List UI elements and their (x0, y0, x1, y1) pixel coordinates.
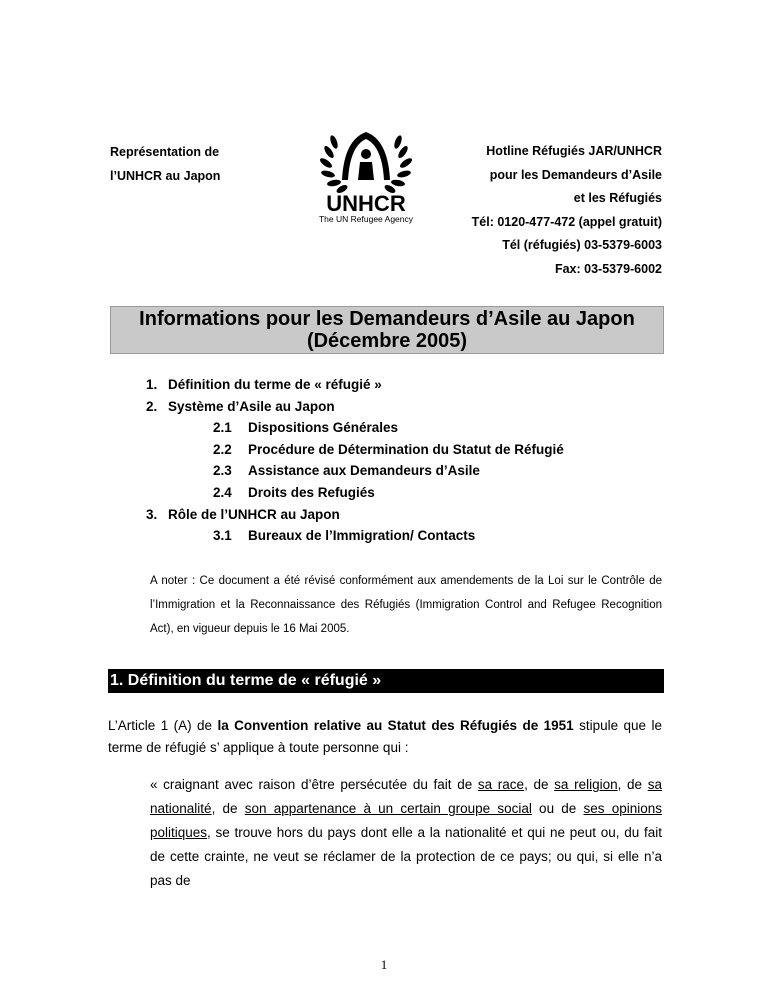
quote-underline: sa race (477, 777, 525, 792)
fax-number: Fax: 03-5379-6002 (554, 261, 662, 276)
quote-underline: sa religion (554, 777, 618, 792)
logo-wordmark: UNHCR (326, 191, 406, 216)
toc-number: 2. (146, 398, 158, 414)
toc-subitem (146, 417, 564, 439)
toc-number: 2.2 (213, 441, 232, 457)
toc-item (146, 504, 564, 526)
hotline-line-1: Hotline Réfugiés JAR/UNHCR (486, 144, 662, 158)
hotline-line-2: pour les Demandeurs d’Asile (489, 167, 662, 182)
toc-number: 2.4 (213, 484, 232, 500)
toc-label: Définition du terme de « réfugié » (168, 377, 382, 392)
toc-label: Rôle de l’UNHCR au Japon (168, 506, 340, 522)
document-title (110, 306, 664, 354)
table-of-contents (146, 374, 564, 547)
para-text: L’Article 1 (A) de (108, 718, 218, 733)
refugee-phone: Tél (réfugiés) 03-5379-6003 (502, 238, 662, 252)
toc-label: Dispositions Générales (248, 420, 399, 436)
revision-note: A noter : Ce document a été révisé conformément aux amendements de la Loi sur le Contrôle de l’Immigration et la Reconnaissance des Réfugiés (Immigration Control and Refugee Recognition Act), en vigueur depuis le 16 Mai 2005. (150, 575, 662, 635)
title-line-2: (Décembre 2005) (306, 330, 468, 352)
quote-text: , de (617, 777, 648, 792)
toc-number: 3. (146, 506, 158, 522)
quote-text: , de (211, 801, 245, 816)
toc-label: Procédure de Détermination du Statut de Réfugié (248, 441, 564, 457)
toc-label: Droits des Refugiés (248, 484, 375, 500)
toc-subitem (146, 482, 564, 504)
convention-title: la Convention relative au Statut des Réfugiés de 1951 (217, 718, 574, 733)
hotline-line-3: et les Réfugiés (573, 191, 662, 205)
section-1-paragraph (108, 715, 662, 758)
toc-number: 2.1 (213, 420, 232, 436)
toc-label: Assistance aux Demandeurs d’Asile (248, 463, 480, 479)
quote-text: , se trouve hors du pays dont elle a la nationalité et qui ne peut ou, du fait de cette crainte, ne veut se réclamer de la protection de ce pays; ou qui, si elle n’a pas de (150, 825, 662, 888)
quote-text: ou de (531, 801, 584, 816)
toc-item (146, 396, 564, 418)
toc-subitem (146, 439, 564, 461)
quote-text: , de (524, 777, 555, 792)
convention-quote (150, 773, 662, 893)
toc-subitem (146, 525, 564, 547)
toc-number: 2.3 (213, 463, 232, 479)
toc-label: Système d’Asile au Japon (168, 398, 335, 414)
office-line-2: l’UNHCR au Japon (110, 169, 221, 183)
toc-number: 1. (146, 377, 158, 392)
quote-underline: son appartenance à un certain groupe social (244, 801, 532, 816)
unhcr-emblem-icon (304, 120, 428, 224)
quote-text: « craignant avec raison d’être persécutée du fait de (150, 777, 478, 792)
hotline-info (472, 140, 662, 281)
quote-underline: sa nationalité (150, 777, 662, 816)
title-line-1: Informations pour les Demandeurs d’Asile au Japon (139, 308, 635, 330)
unhcr-logo (304, 120, 428, 224)
toc-label: Bureaux de l’Immigration/ Contacts (248, 528, 476, 544)
quote-underline: ses opinions politiques (150, 801, 662, 840)
page-number: 1 (380, 957, 388, 972)
section-1-heading: 1. Définition du terme de « réfugié » (108, 669, 664, 693)
para-text: stipule que le terme de réfugié s’ applique à toute personne qui : (108, 718, 662, 755)
office-line-1: Représentation de (110, 145, 220, 159)
logo-tagline: The UN Refugee Agency (318, 214, 414, 224)
office-name (110, 140, 220, 188)
hotline-phone: Tél: 0120-477-472 (appel gratuit) (471, 214, 662, 229)
toc-subitem (146, 460, 564, 482)
toc-item (146, 374, 564, 396)
toc-number: 3.1 (213, 528, 232, 544)
